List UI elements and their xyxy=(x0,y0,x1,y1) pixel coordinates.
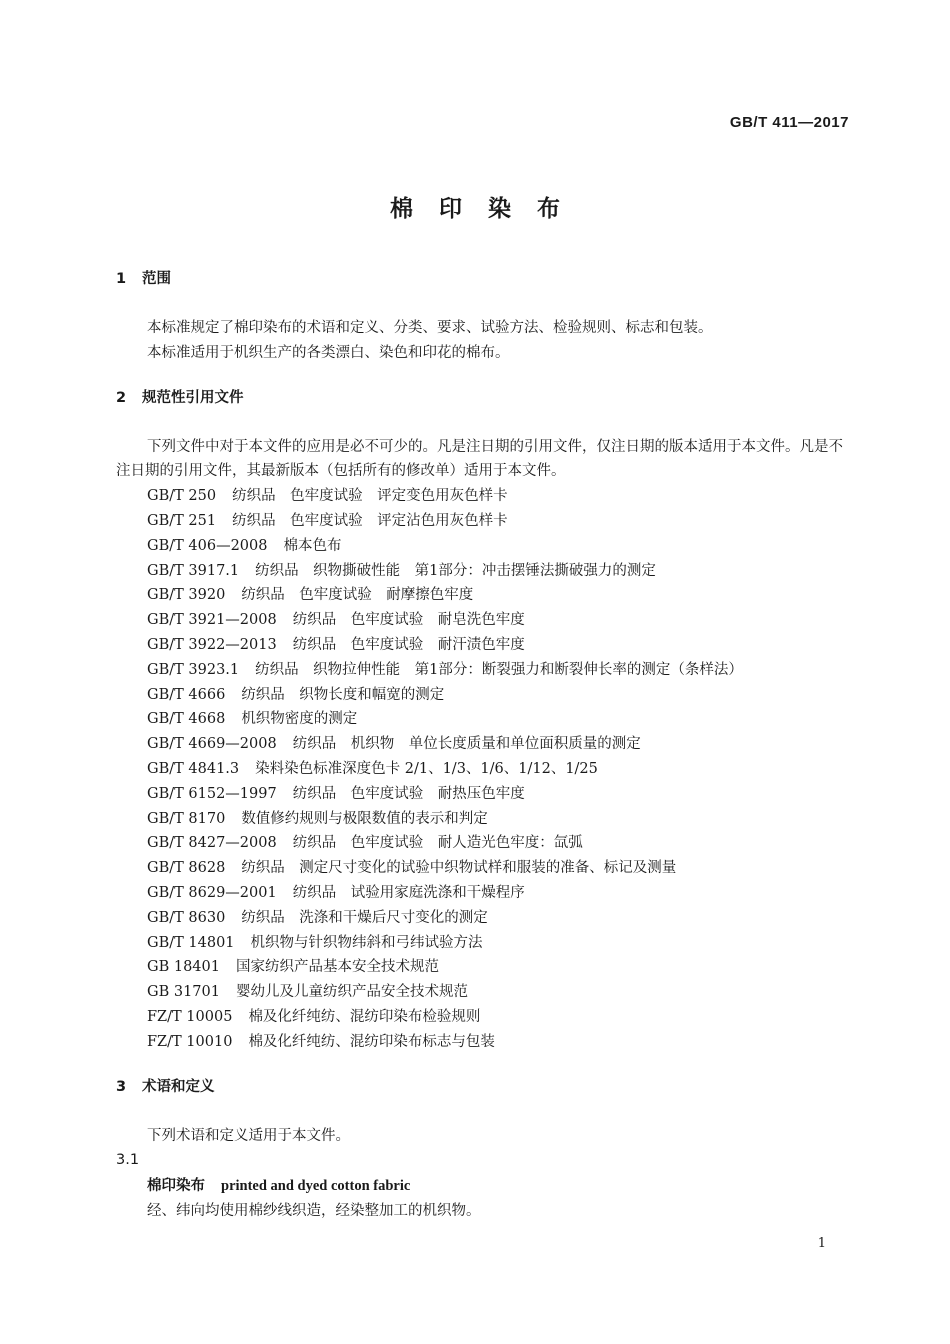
reference-title: 纺织品 色牢度试验 耐热压色牢度 xyxy=(292,785,525,802)
reference-title: 棉本色布 xyxy=(283,537,342,554)
reference-code: GB/T 3921—2008 xyxy=(147,612,277,629)
reference-title: 国家纺织产品基本安全技术规范 xyxy=(235,959,439,976)
reference-item xyxy=(116,732,850,757)
reference-code: GB/T 4669—2008 xyxy=(147,736,277,753)
reference-title: 纺织品 色牢度试验 评定变色用灰色样卡 xyxy=(232,488,508,505)
term-english: printed and dyed cotton fabric xyxy=(221,1178,411,1195)
reference-item xyxy=(116,683,850,708)
reference-code: GB/T 3917.1 xyxy=(147,562,240,579)
reference-title: 纺织品 织物拉伸性能 第1部分：断裂强力和断裂伸长率的测定（条样法） xyxy=(255,661,743,678)
document-body xyxy=(116,267,850,1224)
reference-code: GB/T 3923.1 xyxy=(147,661,240,678)
reference-code: GB/T 8630 xyxy=(147,909,226,926)
reference-item xyxy=(116,633,850,658)
reference-list xyxy=(116,484,850,1054)
reference-item xyxy=(116,707,850,732)
reference-item xyxy=(116,608,850,633)
section-3-heading xyxy=(116,1075,850,1100)
clause-number: 3.1 xyxy=(116,1152,140,1169)
reference-code: GB/T 4841.3 xyxy=(147,760,240,777)
scope-paragraph-2: 本标准适用于机织生产的各类漂白、染色和印花的棉布。 xyxy=(147,344,510,361)
reference-item xyxy=(116,583,850,608)
reference-title: 纺织品 试验用家庭洗涤和干燥程序 xyxy=(292,884,525,901)
reference-item xyxy=(116,1005,850,1030)
reference-item xyxy=(116,559,850,584)
reference-title: 纺织品 机织物 单位长度质量和单位面积质量的测定 xyxy=(292,736,641,753)
reference-code: GB/T 14801 xyxy=(147,934,235,951)
reference-code: GB/T 6152—1997 xyxy=(147,785,277,802)
reference-title: 纺织品 洗涤和干燥后尺寸变化的测定 xyxy=(241,909,488,926)
reference-code: FZ/T 10005 xyxy=(147,1008,233,1025)
reference-item xyxy=(116,931,850,956)
reference-item xyxy=(116,757,850,782)
reference-item xyxy=(116,509,850,534)
reference-item xyxy=(116,807,850,832)
term-definition: 经、纬向均使用棉纱线织造，经染整加工的机织物。 xyxy=(147,1203,481,1220)
reference-title: 纺织品 色牢度试验 耐汗渍色牢度 xyxy=(292,636,525,653)
page-number: 1 xyxy=(817,1236,826,1251)
reference-code: FZ/T 10010 xyxy=(147,1033,233,1050)
reference-title: 纺织品 色牢度试验 耐摩擦色牢度 xyxy=(241,587,474,604)
reference-code: GB/T 8628 xyxy=(147,860,226,877)
term-chinese: 棉印染布 xyxy=(147,1177,205,1195)
reference-code: GB/T 250 xyxy=(147,488,217,505)
reference-item xyxy=(116,658,850,683)
section-3-title: 术语和定义 xyxy=(142,1078,215,1095)
reference-code: GB/T 8170 xyxy=(147,810,226,827)
reference-title: 机织物密度的测定 xyxy=(241,711,358,728)
reference-code: GB/T 251 xyxy=(147,512,217,529)
document-title: 棉印染布 xyxy=(390,196,586,222)
section-1-number: 1 xyxy=(116,271,127,287)
reference-title: 纺织品 织物长度和幅宽的测定 xyxy=(241,686,445,703)
reference-item xyxy=(116,980,850,1005)
reference-title: 纺织品 织物撕破性能 第1部分：冲击摆锤法撕破强力的测定 xyxy=(255,562,656,579)
scope-paragraph-1: 本标准规定了棉印染布的术语和定义、分类、要求、试验方法、检验规则、标志和包装。 xyxy=(147,320,713,336)
standard-number: GB/T 411—2017 xyxy=(729,114,849,131)
reference-code: GB/T 8629—2001 xyxy=(147,884,277,901)
reference-item xyxy=(116,1030,850,1055)
reference-item xyxy=(116,782,850,807)
reference-item xyxy=(116,881,850,906)
reference-item xyxy=(116,955,850,980)
term-entry xyxy=(116,1173,850,1199)
reference-title: 机织物与针织物纬斜和弓纬试验方法 xyxy=(250,934,483,951)
reference-code: GB/T 3920 xyxy=(147,587,226,604)
reference-title: 数值修约规则与极限数值的表示和判定 xyxy=(241,810,488,827)
section-1-title: 范围 xyxy=(142,271,171,287)
reference-title: 染料染色标准深度色卡 2/1、1/3、1/6、1/12、1/25 xyxy=(255,760,598,777)
reference-item xyxy=(116,831,850,856)
reference-code: GB/T 8427—2008 xyxy=(147,835,277,852)
reference-title: 棉及化纤纯纺、混纺印染布标志与包装 xyxy=(248,1033,495,1050)
section-2-number: 2 xyxy=(116,389,127,406)
reference-title: 棉及化纤纯纺、混纺印染布检验规则 xyxy=(248,1008,481,1025)
terms-intro: 下列术语和定义适用于本文件。 xyxy=(147,1127,350,1144)
reference-code: GB 18401 xyxy=(147,959,220,976)
reference-item xyxy=(116,856,850,881)
section-3-number: 3 xyxy=(116,1078,127,1095)
reference-title: 婴幼儿及儿童纺织产品安全技术规范 xyxy=(235,984,468,1001)
reference-item xyxy=(116,484,850,509)
section-2-title: 规范性引用文件 xyxy=(142,389,244,406)
reference-item xyxy=(116,906,850,931)
section-2-heading xyxy=(116,386,850,411)
reference-code: GB/T 3922—2013 xyxy=(147,636,277,653)
reference-code: GB 31701 xyxy=(147,984,220,1001)
reference-title: 纺织品 色牢度试验 耐皂洗色牢度 xyxy=(292,612,525,629)
reference-code: GB/T 4668 xyxy=(147,711,226,728)
section-1-heading xyxy=(116,267,850,292)
reference-title: 纺织品 测定尺寸变化的试验中织物试样和服装的准备、标记及测量 xyxy=(241,860,677,877)
reference-item xyxy=(116,534,850,559)
reference-code: GB/T 4666 xyxy=(147,686,226,703)
reference-code: GB/T 406—2008 xyxy=(147,537,268,554)
references-intro: 下列文件中对于本文件的应用是必不可少的。凡是注日期的引用文件，仅注日期的版本适用于本文件。凡是不注日期的引用文件，其最新版本（包括所有的修改单）适用于本文件。 xyxy=(116,438,843,480)
reference-title: 纺织品 色牢度试验 耐人造光色牢度：氙弧 xyxy=(292,835,583,852)
reference-title: 纺织品 色牢度试验 评定沾色用灰色样卡 xyxy=(232,512,508,529)
